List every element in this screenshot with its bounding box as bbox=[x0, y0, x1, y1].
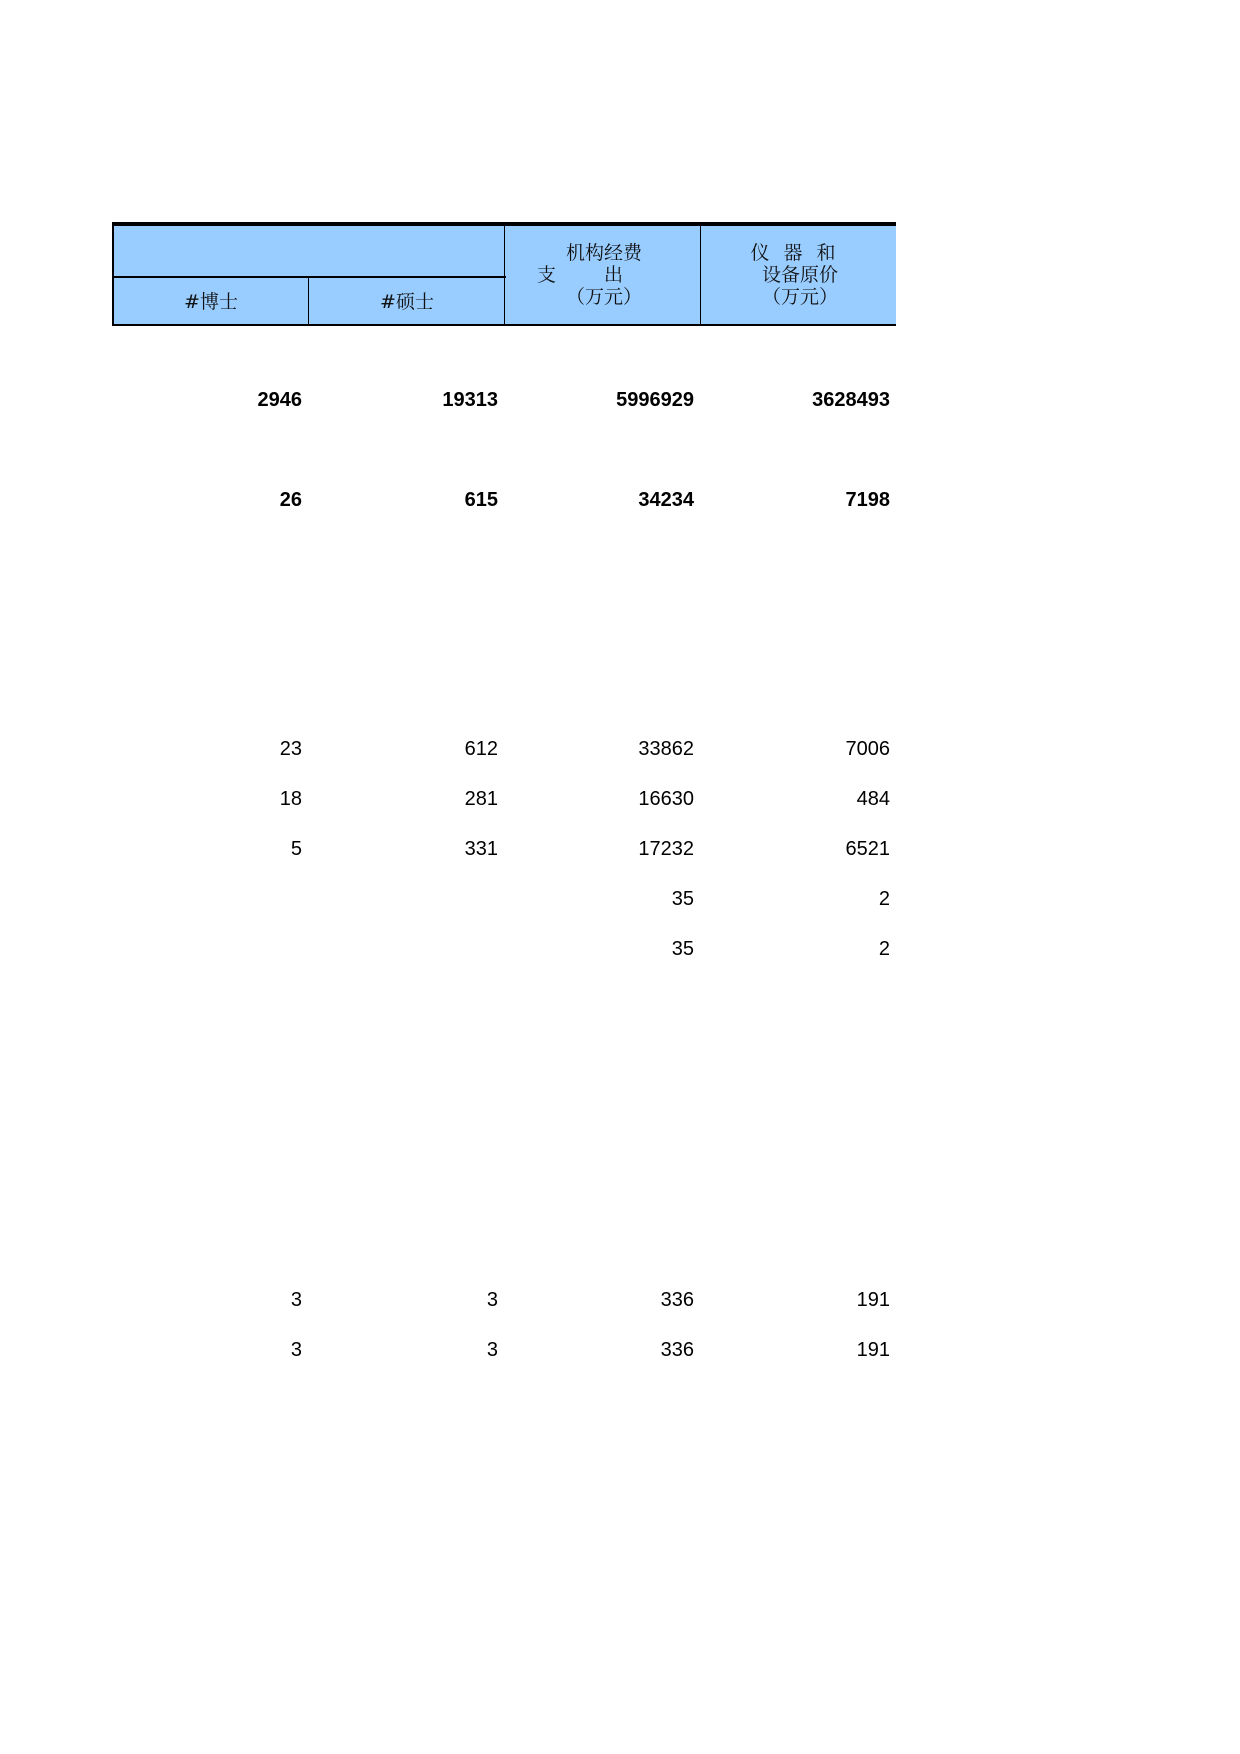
cell-expense: 16630 bbox=[638, 788, 694, 810]
header-equipment-line2: 设备原价 bbox=[761, 264, 838, 286]
header-expense-line2: 支出 bbox=[536, 264, 671, 286]
table-row bbox=[112, 1285, 896, 1315]
cell-boshi: 2946 bbox=[257, 389, 302, 411]
table-row bbox=[112, 734, 896, 764]
header-equipment-line1: 仪器和 bbox=[750, 242, 850, 264]
cell-shuoshi: 281 bbox=[464, 788, 498, 810]
cell-equipment: 3628493 bbox=[812, 389, 890, 411]
cell-expense: 5996929 bbox=[616, 389, 694, 411]
cell-expense: 33862 bbox=[638, 738, 694, 760]
cell-boshi: 5 bbox=[290, 838, 302, 860]
cell-boshi: 26 bbox=[279, 489, 302, 511]
cell-shuoshi: 19313 bbox=[442, 389, 498, 411]
cell-boshi: 23 bbox=[279, 738, 302, 760]
table-header bbox=[112, 222, 896, 326]
cell-equipment: 484 bbox=[856, 788, 890, 810]
cell-boshi: 18 bbox=[279, 788, 302, 810]
cell-expense: 34234 bbox=[638, 489, 694, 511]
table-row bbox=[112, 884, 896, 914]
cell-boshi: 3 bbox=[290, 1289, 302, 1311]
table-row bbox=[112, 784, 896, 814]
header-divider bbox=[114, 276, 506, 278]
header-column-divider bbox=[308, 276, 309, 324]
cell-shuoshi: 331 bbox=[464, 838, 498, 860]
header-equipment bbox=[702, 242, 898, 308]
cell-shuoshi: 3 bbox=[486, 1289, 498, 1311]
cell-shuoshi: 612 bbox=[464, 738, 498, 760]
header-expense-line1: 机构经费 bbox=[565, 242, 642, 264]
cell-expense: 35 bbox=[671, 888, 694, 910]
header-expense-line3: （万元） bbox=[565, 286, 642, 308]
table-row bbox=[112, 834, 896, 864]
cell-equipment: 6521 bbox=[845, 838, 890, 860]
cell-expense: 336 bbox=[660, 1339, 694, 1361]
cell-shuoshi: 3 bbox=[486, 1339, 498, 1361]
header-shuoshi: #硕士 bbox=[380, 291, 434, 313]
cell-equipment: 2 bbox=[878, 888, 890, 910]
header-expense bbox=[506, 242, 702, 308]
cell-expense: 17232 bbox=[638, 838, 694, 860]
header-equipment-line3: （万元） bbox=[761, 286, 838, 308]
cell-shuoshi: 615 bbox=[464, 489, 498, 511]
cell-equipment: 2 bbox=[878, 938, 890, 960]
cell-boshi: 3 bbox=[290, 1339, 302, 1361]
header-boshi: #博士 bbox=[184, 291, 238, 313]
table-row bbox=[112, 485, 896, 515]
cell-expense: 336 bbox=[660, 1289, 694, 1311]
cell-expense: 35 bbox=[671, 938, 694, 960]
cell-equipment: 7198 bbox=[845, 489, 890, 511]
table-row bbox=[112, 934, 896, 964]
header-column-divider bbox=[504, 226, 505, 324]
cell-equipment: 191 bbox=[856, 1339, 890, 1361]
table-row bbox=[112, 1335, 896, 1365]
cell-equipment: 7006 bbox=[845, 738, 890, 760]
cell-equipment: 191 bbox=[856, 1289, 890, 1311]
table-row bbox=[112, 385, 896, 415]
